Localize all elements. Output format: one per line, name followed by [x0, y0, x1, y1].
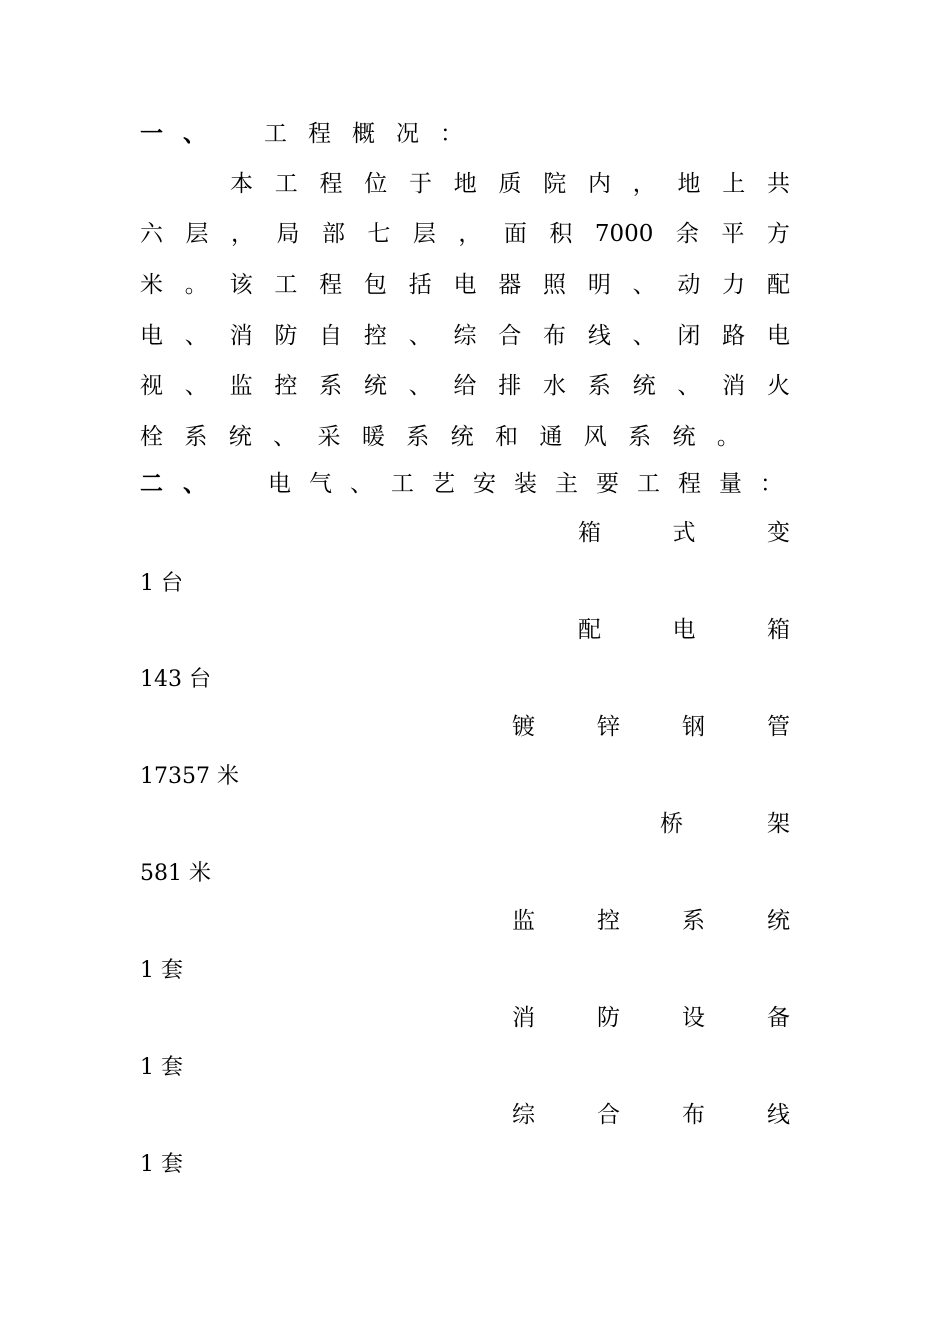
- glyph: 程: [678, 471, 701, 497]
- glyph: 自: [319, 323, 343, 349]
- glyph: 、: [350, 471, 373, 497]
- glyph: 装: [514, 471, 537, 497]
- glyph: 工: [274, 272, 298, 298]
- glyph: 系: [587, 373, 611, 399]
- section-2-number: 二、: [140, 470, 226, 497]
- glyph: 综: [453, 323, 477, 349]
- glyph: 层: [185, 221, 209, 247]
- glyph: 火: [766, 373, 790, 399]
- item-name: [578, 517, 790, 549]
- glyph: 防: [597, 1005, 620, 1031]
- glyph: 路: [722, 323, 746, 349]
- glyph: 方: [766, 221, 790, 247]
- item-quantity: 581 米: [140, 861, 211, 886]
- item-quantity: 17357 米: [140, 764, 239, 789]
- item-quantity: 1 台: [140, 571, 183, 596]
- glyph: 统: [228, 424, 252, 450]
- glyph: ：: [440, 121, 463, 147]
- glyph: 、: [632, 272, 656, 298]
- glyph: 院: [543, 171, 567, 197]
- glyph: 防: [274, 323, 298, 349]
- glyph: 镀: [512, 714, 535, 740]
- glyph: 消: [512, 1005, 535, 1031]
- item-name: [512, 711, 790, 743]
- glyph: 余: [675, 221, 699, 247]
- glyph: 气: [309, 471, 332, 497]
- glyph: 、: [408, 323, 432, 349]
- glyph: 位: [364, 171, 388, 197]
- glyph: 统: [363, 373, 387, 399]
- glyph: 合: [597, 1102, 620, 1128]
- glyph: 安: [473, 471, 496, 497]
- glyph: 、: [184, 373, 208, 399]
- glyph: 闭: [677, 323, 701, 349]
- section-2-title: [268, 468, 801, 500]
- glyph: ，: [458, 221, 482, 247]
- glyph: 箱: [578, 520, 601, 546]
- glyph: 7000: [594, 221, 654, 247]
- glyph: 系: [628, 424, 652, 450]
- item-quantity: 1 套: [140, 1055, 183, 1080]
- glyph: 统: [632, 373, 656, 399]
- glyph: 综: [512, 1102, 535, 1128]
- glyph: 米: [140, 272, 163, 298]
- item-name: [512, 1002, 790, 1034]
- item-name: [660, 808, 790, 840]
- glyph: 力: [722, 272, 746, 298]
- glyph: 布: [543, 323, 567, 349]
- glyph: 电: [453, 272, 477, 298]
- glyph: 明: [587, 272, 611, 298]
- glyph: 监: [512, 908, 535, 934]
- glyph: 配: [578, 617, 601, 643]
- section-1-line: [140, 320, 790, 352]
- section-1-line: [140, 421, 740, 453]
- glyph: 管: [767, 714, 790, 740]
- glyph: 监: [229, 373, 253, 399]
- glyph: 部: [321, 221, 345, 247]
- glyph: 质: [498, 171, 522, 197]
- glyph: 系: [682, 908, 705, 934]
- glyph: 电: [672, 617, 696, 643]
- glyph: 七: [367, 221, 391, 247]
- glyph: 内: [588, 171, 611, 197]
- glyph: 上: [722, 171, 746, 197]
- glyph: 、: [408, 373, 432, 399]
- glyph: 、: [184, 323, 208, 349]
- glyph: 艺: [432, 471, 455, 497]
- glyph: 系: [319, 373, 343, 399]
- glyph: 给: [453, 373, 477, 399]
- item-name: [512, 1099, 790, 1131]
- glyph: 控: [597, 908, 620, 934]
- section-1-line: [140, 218, 790, 250]
- glyph: 变: [767, 520, 790, 546]
- glyph: 该: [229, 272, 253, 298]
- glyph: 电: [766, 323, 790, 349]
- glyph: 水: [543, 373, 567, 399]
- glyph: 照: [543, 272, 567, 298]
- glyph: 消: [722, 373, 746, 399]
- glyph: 局: [276, 221, 300, 247]
- glyph: 视: [140, 373, 163, 399]
- section-1-title: [264, 118, 484, 150]
- glyph: 设: [682, 1005, 705, 1031]
- glyph: 采: [317, 424, 341, 450]
- glyph: 暖: [361, 424, 385, 450]
- glyph: 桥: [660, 811, 683, 837]
- glyph: 箱: [767, 617, 790, 643]
- glyph: 于: [409, 171, 432, 197]
- glyph: 式: [672, 520, 696, 546]
- glyph: 本: [230, 171, 253, 197]
- glyph: 系: [184, 424, 208, 450]
- glyph: 。: [716, 424, 740, 450]
- glyph: 工: [637, 471, 660, 497]
- glyph: 包: [363, 272, 387, 298]
- glyph: 积: [549, 221, 573, 247]
- glyph: 控: [274, 373, 298, 399]
- glyph: 控: [363, 323, 387, 349]
- glyph: 、: [677, 373, 701, 399]
- glyph: 配: [766, 272, 790, 298]
- glyph: 动: [677, 272, 701, 298]
- item-name: [578, 614, 790, 646]
- glyph: 排: [498, 373, 522, 399]
- glyph: 线: [767, 1102, 790, 1128]
- item-quantity: 1 套: [140, 958, 183, 983]
- glyph: 电: [140, 323, 163, 349]
- glyph: 钢: [682, 714, 705, 740]
- glyph: 工: [274, 171, 298, 197]
- glyph: 统: [767, 908, 790, 934]
- glyph: 通: [539, 424, 563, 450]
- section-1-line: [140, 370, 790, 402]
- glyph: 括: [408, 272, 432, 298]
- glyph: 程: [319, 272, 343, 298]
- glyph: 统: [450, 424, 474, 450]
- glyph: 统: [672, 424, 696, 450]
- glyph: 系: [406, 424, 430, 450]
- glyph: 布: [682, 1102, 705, 1128]
- glyph: ，: [632, 171, 656, 197]
- glyph: 工: [391, 471, 414, 497]
- glyph: 地: [677, 171, 701, 197]
- glyph: 锌: [597, 714, 620, 740]
- glyph: 共: [767, 171, 790, 197]
- section-1-number: 一、: [140, 120, 226, 147]
- section-1-heading: [140, 118, 484, 150]
- glyph: ：: [760, 471, 783, 497]
- glyph: 栓: [140, 424, 163, 450]
- glyph: 平: [721, 221, 745, 247]
- glyph: 电: [268, 471, 291, 497]
- glyph: 况: [396, 121, 419, 147]
- glyph: 量: [719, 471, 742, 497]
- glyph: 器: [498, 272, 522, 298]
- glyph: 程: [319, 171, 343, 197]
- glyph: 要: [596, 471, 619, 497]
- glyph: 备: [767, 1005, 790, 1031]
- section-1-line: [230, 168, 790, 200]
- section-1-line: [140, 269, 790, 301]
- glyph: 架: [767, 811, 790, 837]
- glyph: 面: [503, 221, 527, 247]
- glyph: 和: [495, 424, 518, 450]
- glyph: 。: [184, 272, 208, 298]
- glyph: 层: [412, 221, 436, 247]
- item-name: [512, 905, 790, 937]
- glyph: 线: [587, 323, 611, 349]
- glyph: 消: [229, 323, 253, 349]
- section-2-heading: [140, 468, 801, 500]
- glyph: 程: [308, 121, 331, 147]
- item-quantity: 1 套: [140, 1152, 183, 1177]
- glyph: 风: [583, 424, 607, 450]
- glyph: ，: [230, 221, 254, 247]
- glyph: 工: [264, 121, 287, 147]
- glyph: 六: [140, 221, 163, 247]
- item-quantity: 143 台: [140, 667, 211, 692]
- glyph: 概: [352, 121, 375, 147]
- glyph: 合: [498, 323, 522, 349]
- glyph: 、: [632, 323, 656, 349]
- glyph: 、: [273, 424, 297, 450]
- glyph: 地: [453, 171, 477, 197]
- glyph: 主: [555, 471, 578, 497]
